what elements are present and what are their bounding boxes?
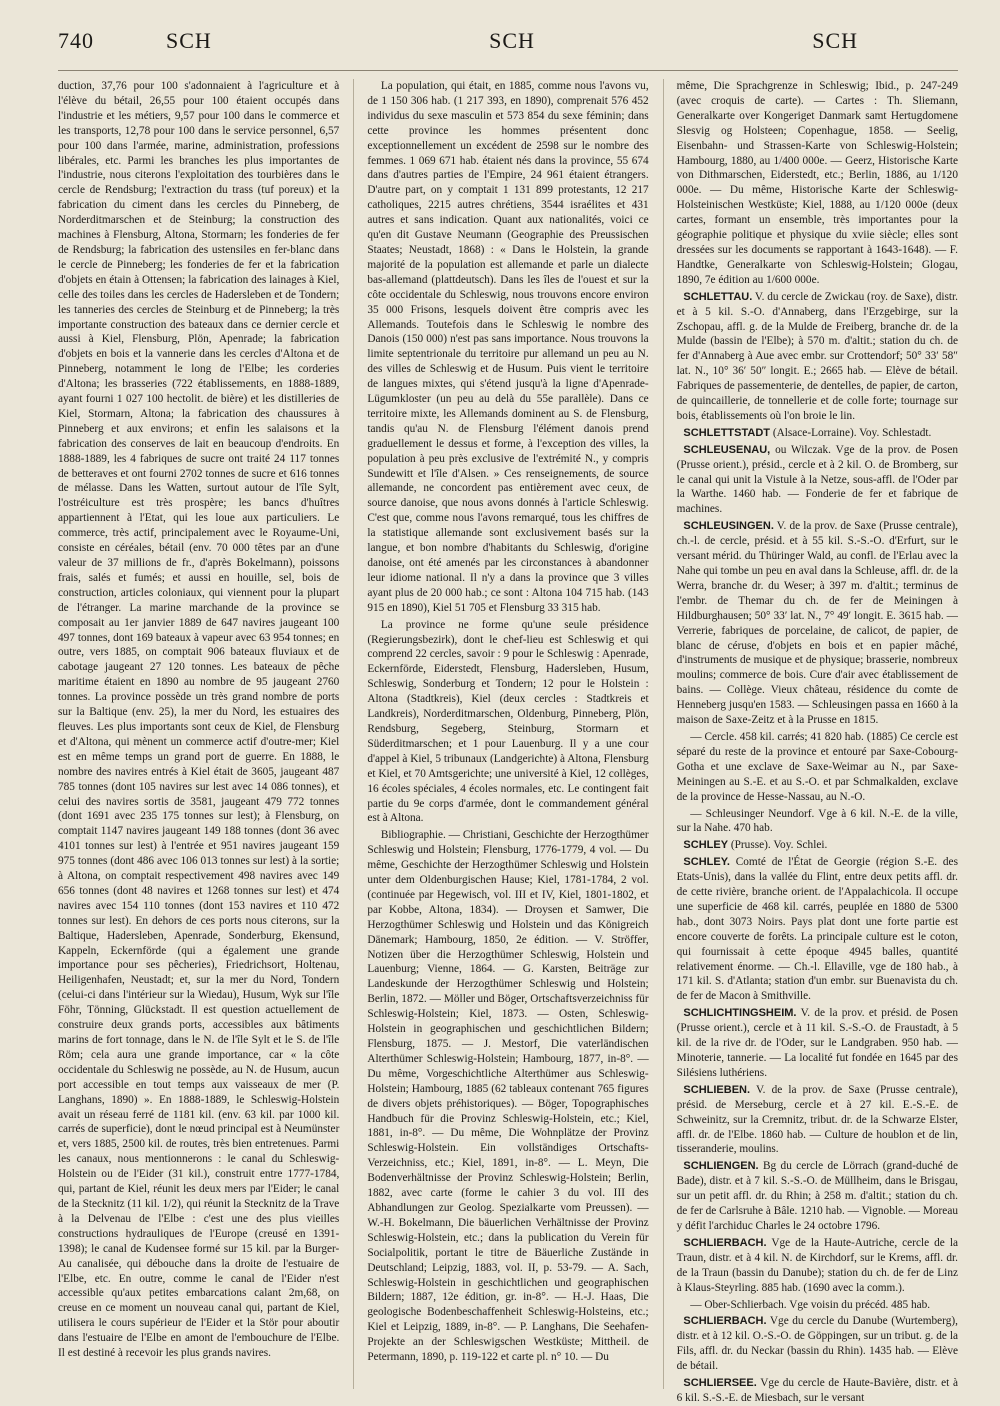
entry-text: Bg du cercle de Lörrach (grand-duché de Bade), distr. et à 7 kil. S.-S.-O. de Müllheim, dans le Brisgau, sur un petit affl. dr. du Rhin; à 258 m. d'altit.; station du ch. de fer de Carlsruhe à Bâle. 1210 hab. — Vignoble. — Moreau y défit l'archiduc Charles le 24 octobre 1796. xyxy=(676,1160,958,1232)
entry-headword: SCHLIERSEE. xyxy=(683,1377,757,1390)
entry-headword: SCHLIENGEN. xyxy=(683,1160,759,1173)
dictionary-entry xyxy=(677,1314,958,1374)
entry-text: Bibliographie. — Christiani, Geschichte der Herzogthümer Schleswig und Holstein; Flensburg, 1776-1779, 4 vol. — Du même, Geschichte der Herzogthümer Schleswig und Holstein unter dem Oldenburgischen Hause; Kiel, 1781-1784, 2 vol. (continuée par Hegewisch, vol. III et IV, Kiel, 1801-1802, et par Kobbe, Altona, 1834). — Droysen et Samwer, Die Herzogthümer Schleswig und Holstein und das Königreich Dänemark; Hambourg, 1850, 2e édition. — V. Ströffer, Notizen über die Herzogthümer Schleswig, Holstein und Lauenburg; Vienne, 1864. — G. Karsten, Beiträge zur Landeskunde der Herzogthümer Schleswig und Holstein; Berlin, 1872. — Möller und Böger, Ortschaftsverzeichniss für Schleswig-Holstein; Kiel, 1873. — Osten, Schleswig-Holstein in geographischen und geschichtlichen Bildern; Flensburg, 1875. — J. Mestorf, Die vaterländischen Alterthümer Schleswig-Holstein; Hambourg, 1877, in-8°. — Du même, Vorgeschichtliche Alterthümer aus Schleswig-Holstein; Hambourg, 1885 (62 tableaux contenant 765 figures de divers objets préhistoriques). — Böger, Topographisches Handbuch für die Provinz Schleswig-Holstein, etc.; Kiel, 1881, in-8°. — Du même, Die Wohnplätze der Provinz Schleswig-Holstein. Ein vollständiges Ortschafts-Verzeichniss, etc.; Kiel, 1891, in-8°. — L. Meyn, Die Bodenverhältnisse der Provinz Schleswig-Holstein; Berlin, 1882, avec carte (forme le cahier 3 du vol. III des Abhandlungen zur Geolog. Spezialkarte vom Preussen). — W.-H. Bokelmann, Die bäuerlichen Verhältnisse der Provinz Schleswig-Holstein, etc.; dans la publication du Verein für Socialpolitik, portant le titre de Bäuerliche Zustände in Deutschland; Leipzig, 1883, vol. II, p. 53-79. — A. Sach, Schleswig-Holstein in geschichtlichen und geographischen Bildern; 1887, 12e édition, gr. in-8°. — H.-J. Haas, Die geologische Bodenbeschaffenheit Schleswig-Holsteins, etc.; Kiel et Leipzig, 1889, in-8°. — P. Langhans, Die Seehafen-Projekte an der Schleswigschen Westküste; Mittheil. de Petermann, 1890, p. 119-122 et carte pl. n° 10. — Du xyxy=(367,829,649,1364)
text-paragraph xyxy=(677,730,958,805)
entry-text: V. du cercle de Zwickau (roy. de Saxe), distr. et à 5 kil. S.-O. d'Annaberg, dans l'Erzgebirge, sur la Zschopau, affl. g. de la Mulde de Freiberg, branche dr. de la Mulde (bassin de l'Elbe); à 570 m. d'altit.; station du ch. de fer d'Annaberg à Aue avec embr. sur Crottendorf; 50° 33′ 58″ lat. N., 10° 36′ 50″ longit. E.; 2665 hab. — Elève de bétail. Fabriques de passementerie, de dentelles, de papier, de carton, de quincaillerie, de tonnellerie et de colle forte; tournage sur bois, établissements où l'on broie le lin. xyxy=(676,290,958,422)
entry-headword: SCHLEY. xyxy=(683,856,730,869)
entry-headword: SCHLIERBACH. xyxy=(683,1236,767,1249)
entry-text: V. de la prov. de Saxe (Prusse centrale), présid. de Merseburg, cercle et à 27 kil. E.-S.-E. de Schweinitz, sur la Cremnitz, tribut. dr. de la Schwarze Elster, affl. dr. de l'Elbe. 1860 hab. — Culture de houblon et de lin, tisseranderie, moulins. xyxy=(676,1083,958,1156)
entry-text: — Ober-Schlierbach. Vge voisin du précéd. 485 hab. xyxy=(690,1298,931,1311)
text-columns xyxy=(58,79,958,1404)
entry-headword: SCHLEY xyxy=(683,839,729,852)
entry-text: duction, 37,76 pour 100 s'adonnaient à l'agriculture et à l'élève du bétail, 26,55 pour 100 étaient occupés dans l'industrie et les métiers, 9,57 pour 100 dans le commerce et les transports, 12,78 pour 100 dans le service personnel, 6,57 pour 100 dans l'armée, marine, administration, professions libérales, etc. Parmi les branches les plus importantes de l'industrie, nous citerons l'exploitation des tourbières dans le cercle de Rendsburg; l'extraction du trass (tuf poreux) et la fabrication du ciment dans les cercles du Pinneberg, de Norderditmarschen et de Steinburg; la construction des machines à Flensburg, Altona, Stormarn; les fonderies de fer de Rendsburg; la fabrication des ustensiles en fer-blanc dans le cercle de Pinneberg; les fonderies de fer et la fabrication d'objets en étain à Ottensen; la fabrication des lainages à Kiel, celle des toiles dans les cercles de Hadersleben et de Tondern; les tanneries des cercles de Steinburg et de Pinneberg; la très importante construction des bateaux dans ce dernier cercle et aussi à Kiel, Flensburg, Plön, Apenrade; la fabrication d'objets en bois et la vannerie dans les cercles d'Altona et de Pinneberg, notamment le long de l'Elbe; les corderies d'Altona; les brasseries (722 établissements, en 1888-1889, ayant fourni 1 027 100 hectolit. de bière) et les distilleries de Kiel, Stormarn, Altona; la fabrication des chaussures à Pinneberg et aux environs; et enfin les salaisons et la fabrication des conserves de lait en beaucoup d'endroits. En 1888-1889, les 4 fabriques de sucre ont traité 24 117 tonnes de betteraves et ont fourni 2702 tonnes de sucre et 616 tonnes de mélasse. Dans les Watten, surtout autour de l'île Sylt, l'ostréiculture est très prospère; les bancs d'huîtres appartiennent à l'Etat, qui les loue aux particuliers. Le commerce, très actif, principalement avec le Royaume-Uni, consiste en céréales, bétail (env. 70 000 têtes par an d'une valeur de 37 millions de fr., d'après Bokelmann), poissons frais, salés et fumés; et aussi en houille, sel, bois de construction, articles coloniaux, qui viennent pour la plupart de l'étranger. La marine marchande de la province se composait au 1er janvier 1889 de 647 navires jaugeant 100 497 tonnes, dont 169 bateaux à vapeur avec 63 954 tonnes; en outre, vers 1885, on comptait 906 bateaux fluviaux et de cabotage jaugeant 27 120 tonnes. Les bateaux de pêche maritime étaient en 1890 au nombre de 95 jaugeant 2760 tonnes. La province possède un très grand nombre de ports sur la Baltique (env. 25), la mer du Nord, les estuaires des fleuves. Les plus importants sont ceux de Kiel, de Flensburg et d'Altona, qui mènent un commerce actif d'outre-mer; Kiel est en même temps un grand port de guerre. En 1888, le nombre des navires entrés à Kiel était de 3605, jaugeant 487 785 tonnes (dont 105 navires sur lest avec 14 086 tonnes), et celui des navires sortis de 3581, jaugeant 479 772 tonnes (dont 1691 avec 235 175 tonnes sur lest); à Flensburg, on comptait 1147 navires jaugeant 149 188 tonnes (dont 36 avec 4101 tonnes sur lest) à l'entrée et 951 navires jaugeant 159 975 tonnes (dont 486 avec 106 013 tonnes sur lest) à la sortie; à Altona, on comptait respectivement 498 navires avec 149 656 tonnes (dont 48 navires et 1268 tonnes sur lest) et 474 navires avec 154 110 tonnes (dont 153 navires et 110 472 tonnes sur lest). En dehors de ces ports nous citerons, sur la Baltique, Hadersleben, Apenrade, Sonderburg, Ekensund, Kappeln, Eckernförde (qui a également une grande importance pour ses pêcheries), Friedrichsort, Holtenau, Heiligenhafen, Neustadt; et, sur la mer du Nord, Tondern (celui-ci dans l'intérieur sur la Wiedau), Husum, Wyk sur l'île Föhr, Tönning, Glückstadt. Il est question actuellement de construire deux grands ports, accessibles aux bâtiments marins de fort tonnage, dans le N. de l'île Sylt et le S. de l'île Röm; cela aura une grande importance, car « la côte occidentale du Schleswig ne possède, au N. de Husum, aucun port accessible en tout temps aux vaisseaux de mer (P. Langhans, 1890) ». En 1888-1889, le Schleswig-Holstein avait un réseau ferré de 1181 kil. (env. 63 kil. par 1000 kil. carrés de superficie), dont le nœud principal est à Neumünster et, vers 1885, 2500 kil. de routes, très bien entretenues. Parmi les canaux, nous mentionnerons : le canal du Schleswig-Holstein ou de l'Eider (31 kil.), construit entre 1777-1784, qui, partant de Kiel, réunit les deux mers par l'Eider; le canal de la Stecknitz (11 kil. 1/2), qui réunit la Stecknitz de la Trave à la Delvenau de l'Elbe : c'est une des plus vieilles constructions hydrauliques de l'Europe (creusé en 1391-1398); le canal de Kudensee formé sur 15 kil. par la Burger-Au canalisée, qui débouche dans la droite de l'estuaire de l'Elbe, etc. En outre, comme le canal de l'Eider n'est accessible qu'aux petites embarcations calant 2m,68, on creuse en ce moment un nouveau canal qui, partant de Kiel, utilisera le cours supérieur de l'Eider et la Stör pour aboutir dans l'estuaire de l'Elbe en amont de l'embouchure de l'Elbe. Il est destiné à recevoir les plus grands navires. xyxy=(58,80,340,1360)
text-paragraph xyxy=(58,79,339,1361)
text-paragraph xyxy=(677,1298,958,1313)
dictionary-entry xyxy=(677,838,958,853)
entry-text: La province ne forme qu'une seule présidence (Regierungsbezirk), dont le chef-lieu est Schleswig et qui comprend 22 cercles, savoir : 9 pour le Schleswig : Apenrade, Eckernförde, Eiderstedt, Flensburg, Hadersleben, Husum, Schleswig, Sonderburg et Tondern; 12 pour le Holstein : Altona (Stadtkreis), Kiel (deux cercles : Stadtkreis et Landkreis), Norderditmarschen, Oldenburg, Pinneberg, Plön, Rendsburg, Segeberg, Steinburg, Stormarn et Süderditmarschen; et 1 pour Lauenburg. Il y a une cour d'appel à Kiel, 5 tribunaux (Landgerichte) à Altona, Flensburg et Kiel, et 70 Amtsgerichte; une université à Kiel, 12 collèges, 16 écoles spéciales, 4 écoles normales, etc. Le contingent fait partie du 9e corps d'armée, dont le commandement général est à Altona. xyxy=(367,618,649,825)
column-3 xyxy=(663,79,958,1404)
entry-headword: SCHLEUSENAU, xyxy=(683,443,771,456)
page-header xyxy=(58,28,958,71)
dictionary-entry xyxy=(677,1006,958,1081)
entry-headword: SCHLIEBEN. xyxy=(683,1083,751,1096)
entry-headword: SCHLETTAU. xyxy=(683,290,753,303)
entry-headword: SCHLIERBACH. xyxy=(683,1315,767,1328)
dictionary-entry xyxy=(677,1159,958,1234)
entry-text: Vge de la Haute-Autriche, cercle de la Traun, distr. et à 4 kil. N. de Kirchdorf, sur le Krems, affl. dr. de la Traun (bassin du Danube); station du ch. de fer de Linz à Klaus-Steyrling. 885 hab. (1690 avec la comm.). xyxy=(676,1236,958,1294)
entry-text: Vge du cercle de Haute-Bavière, distr. et à 6 kil. S.-S.-E. de Miesbach, sur le versant xyxy=(676,1377,958,1404)
dictionary-entry xyxy=(677,519,958,728)
text-paragraph xyxy=(367,79,648,616)
entry-text: (Alsace-Lorraine). Voy. Schlestadt. xyxy=(770,426,932,439)
text-paragraph xyxy=(677,807,958,837)
entry-text: ou Wilczak. Vge de la prov. de Posen (Prusse orient.), présid., cercle et à 2 kil. O. de Bromberg, sur le canal qui unit la Vistule à la Netze, sous-affl. de l'Oder par la Warthe. 1460 hab. — Fonderie de fer et fabrique de machines. xyxy=(676,443,958,516)
entry-text: Vge du cercle du Danube (Wurtemberg), distr. et à 12 kil. O.-S.-O. de Göppingen, sur un tribut. g. de la Fils, affl. dr. du Neckar (bassin du Rhin). 1435 hab. — Elève de bétail. xyxy=(676,1315,958,1373)
page-number: 740 xyxy=(58,28,94,53)
dictionary-entry xyxy=(677,1376,958,1406)
entry-headword: SCHLICHTINGSHEIM. xyxy=(683,1007,797,1020)
dictionary-entry xyxy=(677,443,958,518)
running-head-right: SCH xyxy=(812,28,858,53)
text-paragraph xyxy=(367,828,648,1365)
entry-text: Comté de l'État de Georgie (région S.-E. des Etats-Unis), dans la vallée du Flint, entre deux petits affl. dr. de cette rivière, branche orient. de l'Appalachicola. Il occupe une superficie de 468 kil. carrés, peuplée en 1880 de 5300 hab., dont 3073 Noirs. Pays plat dont une forte partie est encore couverte de forêts. La principale culture est le coton, qui fournissait à cette époque 4945 balles, quantité relativement énorme. — Ch.-l. Ellaville, vge de 180 hab., à 171 kil. S. d'Atlanta; station d'un embr. sur Buenavista du ch. de fer de Macon à Smithville. xyxy=(676,856,958,1003)
column-2 xyxy=(353,79,648,1389)
entry-text: même, Die Sprachgrenze in Schleswig; Ibid., p. 247-249 (avec croquis de carte). — Cartes : Th. Sliemann, Generalkarte over Kongeriget Danmark samt Hertugdomene Slesvig og Holsteen; Copenhague, 1858. — Seelig, Eisenbahn- und Strassen-Karte von Schleswig-Holstein; Hambourg, 1880, au 1/400 000e. — Geerz, Historische Karte von Dithmarschen, Eiderstedt, etc.; Berlin, 1886, au 1/120 000e. — Du même, Historische Karte der Schleswig-Holsteinischen Westküste; Kiel, 1888, au 1/120 000e (deux cartes, formant un ensemble, très importantes pour la géographie politique et physique du xviie siècle; elles sont dressées sur les documents se rapportant à 1643-1648). — F. Handtke, Generalkarte von Schleswig-Holstein; Glogau, 1890, 7e édition au 1/600 000e. xyxy=(676,80,958,286)
dictionary-entry xyxy=(677,1083,958,1158)
entry-text: V. de la prov. de Saxe (Prusse centrale), ch.-l. de cercle, présid. et à 55 kil. S.-S.-O. d'Erfurt, sur le versant mérid. du Thüringer Wald, au confl. de l'Erlau avec la Nahe qui tombe un peu en aval dans la Schleuse, affl. dr. de la Werra, branche dr. du Weser; à 397 m. d'altit.; terminus de l'embr. de Themar du ch. de fer de Meiningen à Hildburghausen; 50° 33′ lat. N., 7° 49′ longit. E. 3615 hab. — Verrerie, fabriques de porcelaine, de calicot, de papier, de blanc de céruse, d'objets en bois et en papier mâché, d'instruments de musique et de physique; brasserie, nombreux moulins; commerce de bois. Cure d'air avec établissement de bains. — Collège. Vieux château, résidence du comte de Henneberg jusqu'en 1583. — Schleusingen passa en 1660 à la maison de Saxe-Zeitz et à la Prusse en 1815. xyxy=(676,520,958,727)
dictionary-entry xyxy=(677,1236,958,1296)
running-head-left: SCH xyxy=(166,28,212,53)
entry-headword: SCHLEUSINGEN. xyxy=(683,520,774,533)
dictionary-entry xyxy=(677,426,958,441)
dictionary-entry xyxy=(677,290,958,424)
entry-text: La population, qui était, en 1885, comme nous l'avons vu, de 1 150 306 hab. (1 217 393, en 1890), comprenait 576 452 individus du sexe masculin et 573 854 du sexe féminin; dans cette province les hommes présentent donc exceptionnellement un excédent de 2598 sur le nombre des femmes. 1 069 671 hab. étaient nés dans la province, 55 674 dans d'autres parties de l'Empire, 24 961 étaient étrangers. D'autre part, on y comptait 1 131 899 protestants, 12 217 catholiques, 2215 autres chrétiens, 3544 israélites et 431 autres et sans indication. Quant aux nationalités, voici ce qu'en dit Gustave Neumann (Geographie des Preussischen Staates; Neustadt, 1868) : « Dans le Holstein, la grande majorité de la population est allemande et parle un dialecte bas-allemand (plattdeutsch). Dans les îles de l'ouest et sur la côte occidentale du Schleswig, nous trouvons encore environ 35 000 Frisons, lesquels doivent être compris avec les Allemands. Toutefois dans le Schleswig le nombre des Danois (150 000) n'est pas sans importance. Nous trouvons la limite septentrionale du territoire pur allemand un peu au N. des villes de Schleswig et de Husum. Puis vient le territoire de langues mixtes, qui s'étend jusqu'à la ligne d'Apenrade-Lügumkloster (un peu au delà du 55e parallèle). Dans ce territoire mixte, les Allemands dominent au S. de Flensburg, tandis qu'au N. de Flensburg l'élément danois prend graduellement le dessus et forme, à l'exception des villes, la population à peu près exclusive de l'extrémité N., y compris Sundewitt et l'île d'Alsen. » Ces renseignements, de source allemande, ne concordent pas entièrement avec ceux, de source danoise, que nous avons donnés à l'article Schleswig. C'est que, comme nous l'avons remarqué, tous les chiffres de la statistique allemande sont exclusivement basés sur la langue, et bon nombre d'habitants du Schleswig, d'origine danoise, ont été amenés par les circonstances à abandonner leur idiome national. Il n'y a dans la province que 3 villes ayant plus de 20 000 hab.; ce sont : Altona 104 715 hab. (143 915 en 1890), Kiel 51 705 et Flensburg 33 315 hab. xyxy=(367,80,649,614)
column-1 xyxy=(58,79,339,1389)
entry-text: — Schleusinger Neundorf. Vge à 6 kil. N.-E. de la ville, sur la Nahe. 470 hab. xyxy=(676,807,958,835)
text-paragraph xyxy=(677,79,958,288)
running-head-center: SCH xyxy=(489,28,535,53)
entry-text: (Prusse). Voy. Schlei. xyxy=(728,839,828,852)
entry-text: — Cercle. 458 kil. carrés; 41 820 hab. (1885) Ce cercle est séparé du reste de la province et entouré par Saxe-Cobourg-Gotha et une exclave de Saxe-Weimar au N., par Saxe-Meiningen au S.-E. et au S.-O. et par Schmalkalden, exclave de la province de Hesse-Nassau, au N.-O. xyxy=(676,730,958,803)
text-paragraph xyxy=(367,618,648,827)
entry-text: V. de la prov. et présid. de Posen (Prusse orient.), cercle et à 11 kil. S.-S.-O. de Fraustadt, à 5 kil. de la rive dr. de l'Oder, sur le Landgraben. 950 hab. — Minoterie, tannerie. — La localité fut fondée en 1645 par des Silésiens luthériens. xyxy=(676,1007,958,1079)
entry-headword: SCHLETTSTADT xyxy=(683,426,770,439)
dictionary-entry xyxy=(677,855,958,1004)
